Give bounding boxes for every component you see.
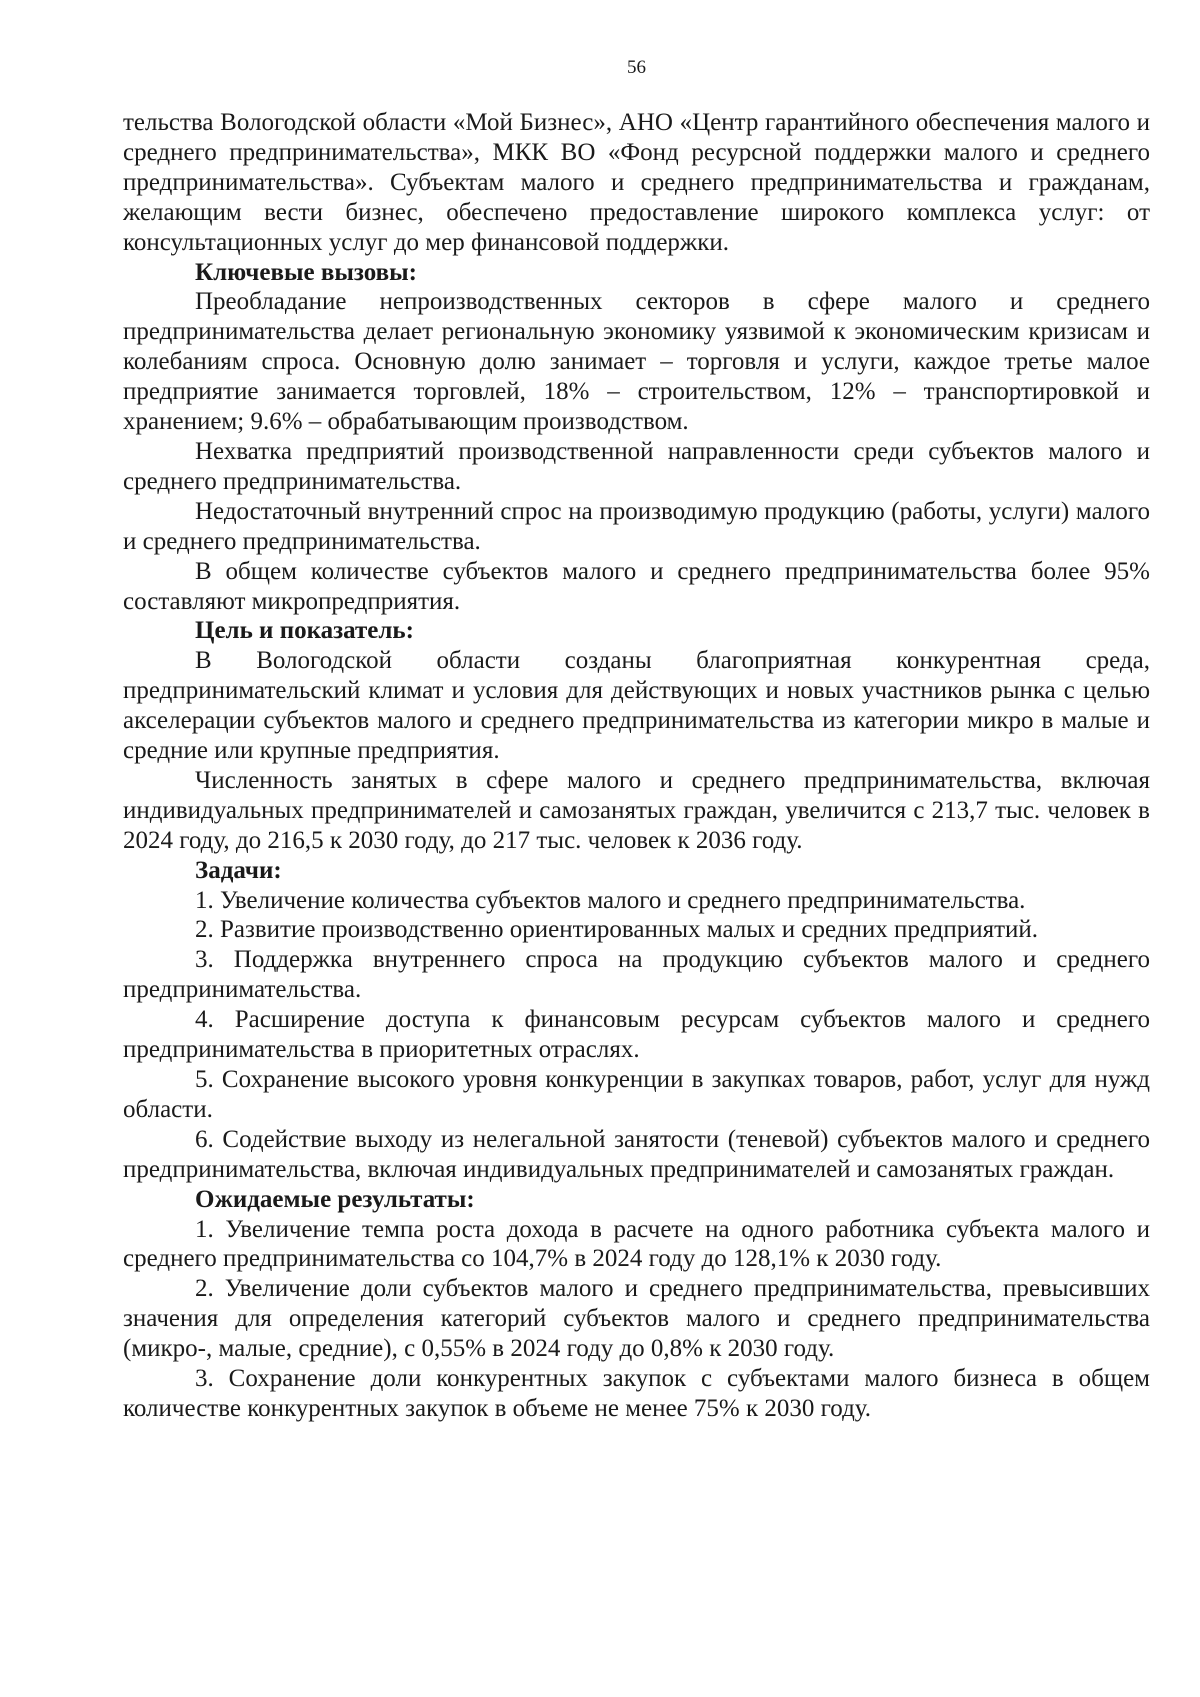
task-item: 3. Поддержка внутреннего спроса на продукцию субъектов малого и среднего предпринимательства. xyxy=(123,946,1150,1004)
challenges-heading: Ключевые вызовы: xyxy=(195,258,418,286)
result-item: 1. Увеличение темпа роста дохода в расчете на одного работника субъекта малого и среднего предпринимательства со 104,7% в 2024 году до 128,1% к 2030 году. xyxy=(123,1215,1150,1273)
tasks-heading: Задачи: xyxy=(195,856,282,884)
goal-paragraph: Численность занятых в сфере малого и среднего предпринимательства, включая индивидуальных предпринимателей и самозанятых граждан, увеличится с 213,7 тыс. человек в 2024 году, до 216,5 к 2030 году, до 217 тыс. человек к 2036 году. xyxy=(123,766,1150,854)
page-number: 56 xyxy=(627,57,646,78)
task-item: 1. Увеличение количества субъектов малого и среднего предпринимательства. xyxy=(195,886,1026,914)
task-item: 2. Развитие производственно ориентированных малых и средних предприятий. xyxy=(195,916,1039,944)
result-item: 3. Сохранение доли конкурентных закупок с субъектами малого бизнеса в общем количестве конкурентных закупок в объеме не менее 75% к 2030 году. xyxy=(123,1365,1150,1422)
task-item: 4. Расширение доступа к финансовым ресурсам субъектов малого и среднего предпринимательства в приоритетных отраслях. xyxy=(123,1006,1150,1064)
challenge-paragraph: Нехватка предприятий производственной направленности среди субъектов малого и среднего предпринимательства. xyxy=(123,437,1150,495)
challenge-paragraph: В общем количестве субъектов малого и среднего предпринимательства более 95% составляют микропредприятия. xyxy=(123,557,1150,615)
goal-paragraph: В Вологодской области созданы благоприятная конкурентная среда, предпринимательский климат и условия для действующих и новых участников рынка с целью акселерации субъектов малого и среднего предпринимательства из категории микро в малые и средние или крупные предприятия. xyxy=(123,647,1150,765)
task-item: 5. Сохранение высокого уровня конкуренции в закупках товаров, работ, услуг для нужд области. xyxy=(123,1066,1150,1123)
challenge-paragraph: Недостаточный внутренний спрос на производимую продукцию (работы, услуги) малого и среднего предпринимательства. xyxy=(123,497,1150,555)
page-content xyxy=(123,108,1150,1424)
intro-paragraph: тельства Вологодской области «Мой Бизнес», АНО «Центр гарантийного обеспечения малого и среднего предпринимательства», МКК ВО «Фонд ресурсной поддержки малого и среднего предпринимательства». Субъектам малого и среднего предпринимательства и гражданам, желающим вести бизнес, обеспечено предоставление широкого комплекса услуг: от консультационных услуг до мер финансовой поддержки. xyxy=(123,109,1150,256)
task-item: 6. Содействие выходу из нелегальной занятости (теневой) субъектов малого и среднего предпринимательства, включая индивидуальных предпринимателей и самозанятых граждан. xyxy=(123,1125,1150,1183)
challenge-paragraph: Преобладание непроизводственных секторов в сфере малого и среднего предпринимательства делает региональную экономику уязвимой к экономическим кризисам и колебаниям спроса. Основную долю занимает – торговля и услуги, каждое третье малое предприятие занимается торговлей, 18% – строительством, 12% – транспортировкой и хранением; 9.6% – обрабатывающим производством. xyxy=(123,288,1150,436)
document-page xyxy=(123,0,1150,1697)
results-heading: Ожидаемые результаты: xyxy=(195,1185,475,1213)
result-item: 2. Увеличение доли субъектов малого и среднего предпринимательства, превысивших значения для определения категорий субъектов малого и среднего предпринимательства (микро-, малые, средние), с 0,55% в 2024 году до 0,8% к 2030 году. xyxy=(123,1275,1150,1363)
goal-heading: Цель и показатель: xyxy=(195,617,414,645)
